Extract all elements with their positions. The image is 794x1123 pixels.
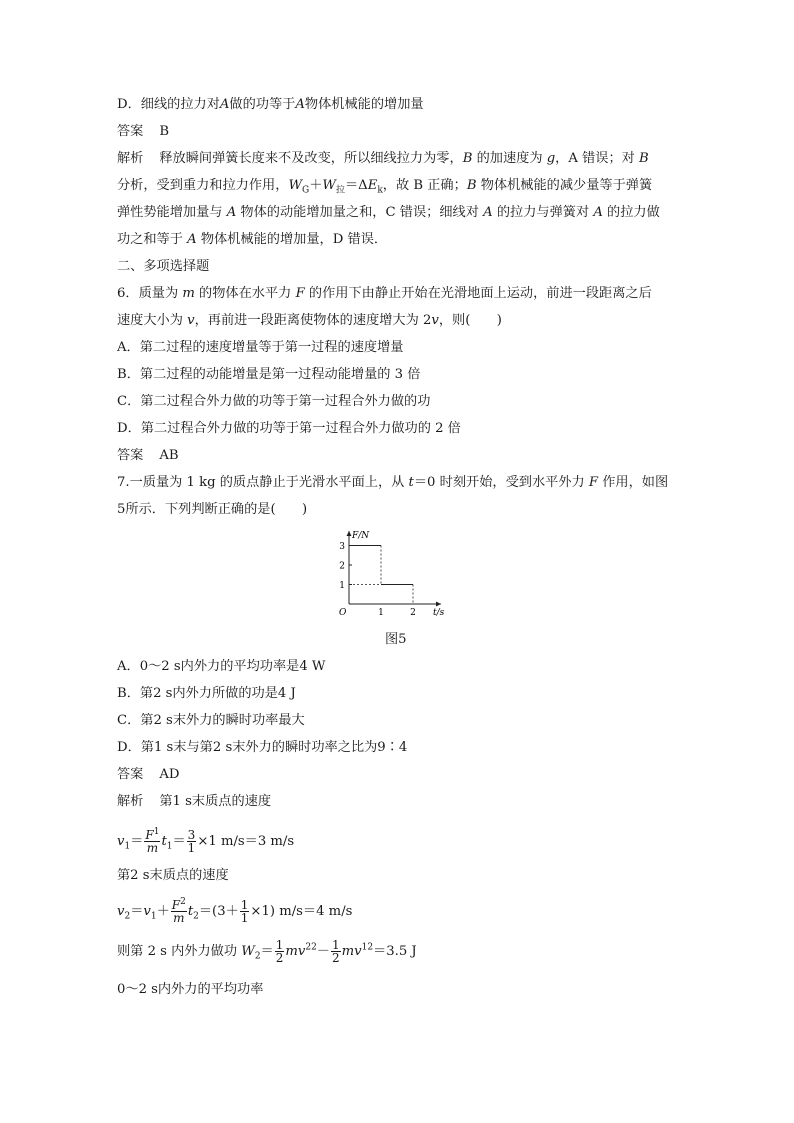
q5-answer: 答案 B [117, 124, 170, 139]
section-heading: 二、多项选择题 [117, 259, 210, 274]
q6-answer: 答案 AB [117, 448, 179, 463]
x-tick-label: 1 [378, 608, 384, 618]
origin-label: O [339, 608, 347, 618]
x-axis-arrow [436, 602, 441, 607]
y-tick-label: 1 [339, 581, 345, 591]
figure-caption: 图5 [385, 632, 407, 647]
q5-analysis-line-3: 弹性势能增加量与 A 物体的动能增加量之和，C 错误；细线对 A 的拉力与弹簧对 A 的拉力做 [117, 205, 660, 220]
q6-stem-line-1: 6．质量为 m 的物体在水平力 F 的作用下由静止开始在光滑地面上运动，前进一段距离之后 [117, 286, 652, 301]
q6-stem-line-2: 速度大小为 v，再前进一段距离使物体的速度增大为 2v，则( ) [117, 313, 502, 328]
q6-option-b: B．第二过程的动能增量是第一过程动能增量的 3 倍 [117, 367, 421, 382]
q5-option-d: D．细线的拉力对A做的功等于A物体机械能的增加量 [117, 97, 424, 112]
q7-analysis-line-3: 0～2 s内外力的平均功率 [117, 982, 264, 997]
q7-option-d: D．第1 s末与第2 s末外力的瞬时功率之比为9∶4 [117, 740, 408, 755]
q7-option-b: B．第2 s内外力所做的功是4 J [117, 686, 296, 701]
q6-option-d: D．第二过程合外力做的功等于第一过程合外力做功的 2 倍 [117, 421, 461, 436]
q6-option-a: A．第二过程的速度增量等于第一过程的速度增量 [117, 340, 404, 355]
q7-analysis-line-1: 解析 第1 s末质点的速度 [117, 794, 272, 809]
q7-stem-line-2: 5所示．下列判断正确的是( ) [117, 502, 308, 517]
y-axis-label: F/N [352, 531, 370, 541]
q5-analysis-line-2: 分析，受到重力和拉力作用，$W_G+W_拉=\Delta E_k$，故 B 正确；B 物体机械能的减少量等于弹簧 [117, 178, 653, 196]
force-time-chart [335, 529, 455, 619]
q6-option-c: C．第二过程合外力做的功等于第一过程合外力做的功 [117, 394, 431, 409]
q7-analysis-line-2: 第2 s末质点的速度 [117, 868, 229, 883]
q7-equation-2: $v_2=v_1+$ $\frac{F^2}{m}$ $t_2=(3+$ $\frac{1}{1}$ ×1) m/s＝4 m/s [117, 897, 353, 925]
q7-option-a: A．0～2 s内外力的平均功率是4 W [117, 659, 326, 674]
x-tick-label: 2 [410, 608, 416, 618]
q7-equation-3: 则第 2 s 内外力做功 $W_2=$ $\frac{1}{2}$ $mv^{22}-$ $\frac{1}{2}$ $mv^{12}=3.5$ J [117, 938, 417, 965]
y-tick-label: 2 [339, 561, 345, 572]
y-tick-label: 3 [339, 542, 345, 552]
q7-stem-line-1: 7.一质量为 1 kg 的质点静止于光滑水平面上，从 t＝0 时刻开始，受到水平外力 F 作用，如图 [117, 475, 669, 490]
q5-analysis-line-4: 功之和等于 A 物体机械能的增加量，D 错误． [117, 232, 388, 247]
q7-answer: 答案 AD [117, 767, 180, 782]
q7-equation-1: $v_1=$ $\frac{F^1}{m}$ $t_1=$ $\frac{3}{1}$ ×1 m/s＝3 m/s [117, 827, 295, 855]
y-axis-arrow [347, 531, 352, 536]
q7-option-c: C．第2 s末外力的瞬时功率最大 [117, 713, 305, 728]
q5-analysis-line-1: 解析 释放瞬间弹簧长度来不及改变，所以细线拉力为零，B 的加速度为 g，A 错误；对 B [117, 151, 649, 166]
x-axis-label: t/s [433, 608, 445, 618]
